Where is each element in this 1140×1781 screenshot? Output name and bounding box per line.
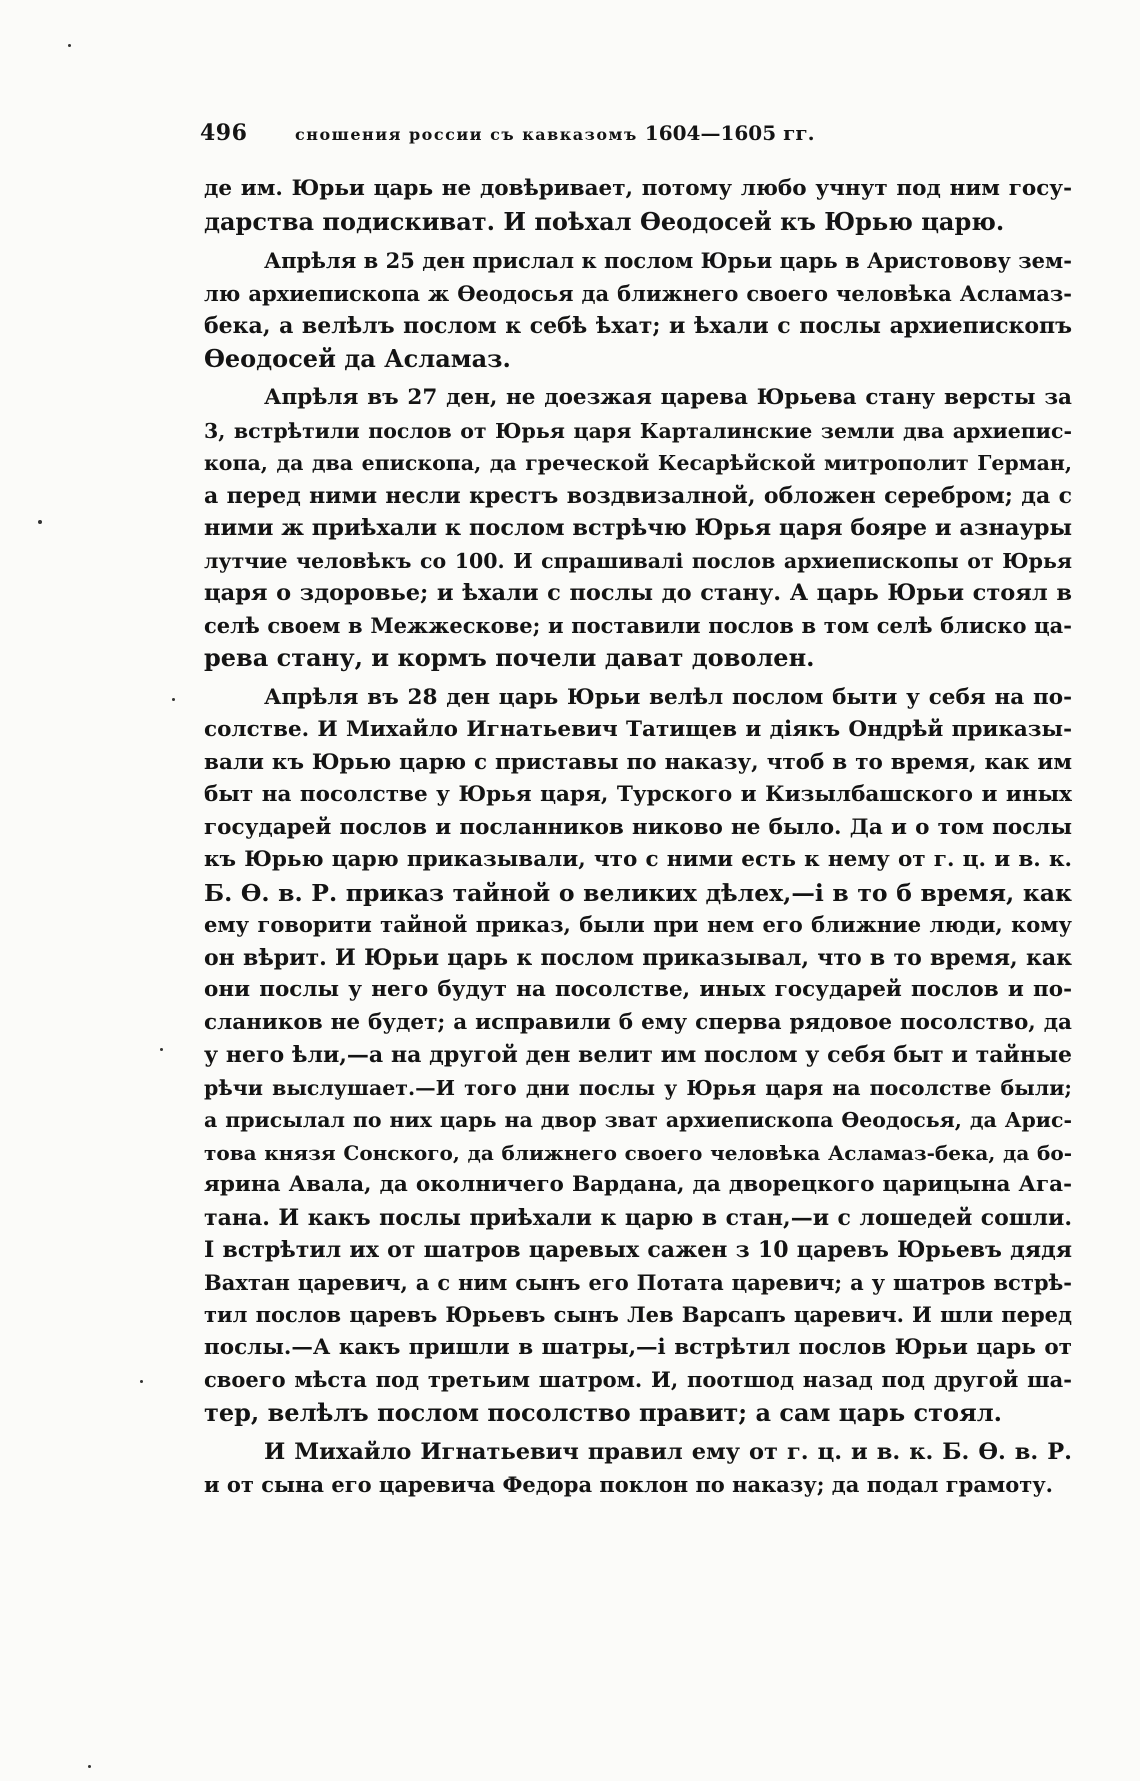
text-line: копа, да два епископа, да греческой Кесарѣйской митрополит Герман, <box>204 451 1072 475</box>
text-line: солстве. И Михайло Игнатьевич Татищев и діякъ Ондрѣй приказы- <box>204 717 1072 742</box>
text-line: рѣчи выслушает.—И того дни послы у Юрья царя на посолстве были; <box>204 1075 1072 1100</box>
paragraph <box>204 382 1072 675</box>
page-number: 496 <box>200 120 248 146</box>
text-line: а присылал по них царь на двор зват архиепископа Өеодосья, да Арис- <box>204 1108 1072 1132</box>
running-title-years: 1604—1605 гг. <box>644 121 815 145</box>
text-line: тана. И какъ послы приѣхали к царю в стан,—и с лошедей сошли. <box>204 1204 1072 1231</box>
scan-speck <box>88 1765 91 1768</box>
text-line: слаников не будет; а исправили б ему сперва рядовое посолство, да <box>204 1009 1072 1035</box>
text-line: Апрѣля въ 27 ден, не доезжая царева Юрьева стану версты за <box>264 385 1072 410</box>
text-line: ними ж приѣхали к послом встрѣчю Юрья царя бояре и азнауры <box>204 515 1072 541</box>
text-line: Өеодосей да Асламаз. <box>204 343 511 373</box>
text-line: селѣ своем в Межжескове; и поставили послов в том селѣ блиско ца- <box>204 612 1072 638</box>
text-line: лю архиепископа ж Өеодосья да ближнего своего человѣка Асламаз- <box>204 280 1072 306</box>
text-line: послы.—А какъ пришли в шатры,—і встрѣтил послов Юрьи царь от <box>204 1334 1072 1360</box>
text-line: у него ѣли,—а на другой ден велит им послом у себя быт и тайные <box>204 1042 1072 1068</box>
text-line: тил послов царевъ Юрьевъ сынъ Лев Варсапъ царевич. И шли перед <box>204 1302 1072 1327</box>
text-line: государей послов и посланников никово не было. Да и о том послы <box>204 814 1072 840</box>
text-line: Апрѣля въ 28 ден царь Юрьи велѣл послом быти у себя на по- <box>264 684 1072 710</box>
page-body <box>204 173 1072 1508</box>
scan-speck <box>160 1048 163 1051</box>
paragraph <box>204 1436 1072 1501</box>
scan-speck <box>172 698 175 701</box>
text-line: рева стану, и кормъ почели дават доволен. <box>204 643 815 672</box>
text-line: това князя Сонского, да ближнего своего человѣка Асламаз-бека, да бо- <box>204 1140 1072 1165</box>
text-line: лутчие человѣкъ со 100. И спрашивалі послов архиепископы от Юрья <box>204 548 1072 573</box>
text-line: бека, а велѣлъ послом к себѣ ѣхат; и ѣхали с послы архиепископъ <box>204 313 1072 339</box>
scan-speck <box>140 1380 143 1383</box>
text-line: дарства подискиват. И поѣхал Өеодосей къ Юрью царю. <box>204 206 1005 236</box>
text-line: своего мѣста под третьим шатром. И, поотшод назад под другой ша- <box>204 1367 1072 1392</box>
text-line: он вѣрит. И Юрьи царь к послом приказывал, что в то время, как <box>204 944 1072 971</box>
running-title-text: сношения россии съ кавказомъ <box>295 125 645 144</box>
running-header <box>200 120 1070 154</box>
text-line: а перед ними несли крестъ воздвизалной, обложен серебром; да с <box>204 482 1072 509</box>
text-line: царя о здоровье; и ѣхали с послы до стану. А царь Юрьи стоял в <box>204 580 1072 606</box>
scan-speck <box>38 520 42 524</box>
scan-speck <box>68 44 71 47</box>
text-line: ярина Авала, да околничего Вардана, да дворецкого царицына Ага- <box>204 1172 1072 1197</box>
text-line: И Михайло Игнатьевич правил ему от г. ц. и в. к. Б. Ө. в. Р. <box>264 1439 1072 1465</box>
text-line: Апрѣля в 25 ден прислал к послом Юрьи царь в Аристовову зем- <box>264 248 1072 273</box>
text-line: ему говорити тайной приказ, были при нем его ближние люди, кому <box>204 912 1072 937</box>
text-line: І встрѣтил их от шатров царевых сажен з 10 царевъ Юрьевъ дядя <box>204 1237 1072 1263</box>
text-line: къ Юрью царю приказывали, что с ними есть к нему от г. ц. и в. к. <box>204 847 1072 872</box>
text-line: Вахтан царевич, а с ним сынъ его Потата царевич; а у шатров встрѣ- <box>204 1269 1072 1295</box>
text-line: тер, велѣлъ послом посолство правит; а сам царь стоял. <box>204 1397 1002 1427</box>
running-title <box>295 121 815 145</box>
text-line: 3, встрѣтили послов от Юрья царя Карталинские земли два архиепис- <box>204 418 1072 443</box>
paragraph <box>204 173 1072 238</box>
text-line: де им. Юрьи царь не довѣривает, потому любо учнут под ним госу- <box>204 176 1072 201</box>
text-line: и от сына его царевича Федора поклон по наказу; да подал грамоту. <box>204 1471 1053 1497</box>
text-line: Б. Ө. в. Р. приказ тайной о великих дѣлех,—і в то б время, как <box>204 878 1072 907</box>
paragraph <box>204 682 1072 1430</box>
text-line: вали къ Юрью царю с приставы по наказу, чтоб в то время, как им <box>204 749 1072 775</box>
text-line: быт на посолстве у Юрья царя, Турского и Кизылбашского и иных <box>204 782 1072 807</box>
text-line: они послы у него будут на посолстве, иных государей послов и по- <box>204 977 1072 1002</box>
paragraph <box>204 245 1072 375</box>
